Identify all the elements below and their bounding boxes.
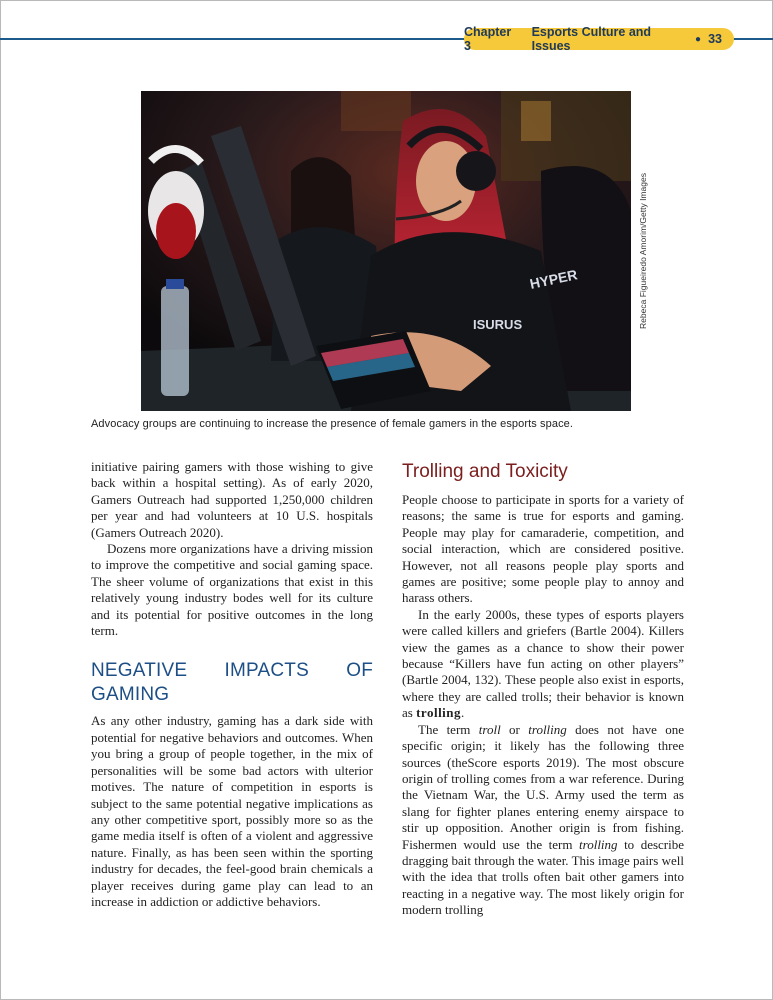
right-column <box>402 460 684 919</box>
italic-term: trolling <box>528 721 567 737</box>
stage-light-1 <box>521 101 551 141</box>
headset-earcup-red <box>156 203 196 259</box>
bottle-cap <box>166 279 184 289</box>
text-run: In the early 2000s, these types of esports players were called killers and griefers (Bartle 2004). Killers view the games as a chance to show their power because “Killers have fun acting on other players” (Bartle 2004, 132). These people also exist in esports, where they are called trolls; their behavior is known as <box>402 606 684 721</box>
running-header <box>464 25 734 53</box>
text-run: does not have one specific origin; it likely has the following three sources (theScore esports 2019). The most obscure origin of trolling comes from a war reference. During the Vietnam War, the U.S. Army used the term as slang for fighter planes entering enemy airspace to stir up opposition. Another origin is from fishing. Fishermen would use the term <box>402 721 684 852</box>
photo-credit <box>636 91 650 411</box>
jersey-logo-text: ISURUS <box>473 317 523 332</box>
photo-credit-text: Rebeca Figueiredo Amorim/Getty Images <box>638 173 648 329</box>
section-heading-negative-impacts: NEGATIVE IMPACTS OF GAMING <box>91 660 373 706</box>
text-run: to describe dragging bait through the water. This image pairs well with the idea that trolls often bait other gamers into reacting in a negative way. The most likely origin for modern trolling <box>402 836 685 918</box>
italic-term: trolling <box>579 836 618 852</box>
key-term: trolling <box>416 705 462 721</box>
figure-caption: Advocacy groups are continuing to increase the presence of female gamers in the esports space. <box>91 418 574 430</box>
page-number: 33 <box>708 32 722 46</box>
paragraph: initiative pairing gamers with those wishing to give back within a hospital setting). As of early 2020, Gamers Outreach had supported 1,250,000 children per year and had volunteers at 10 U.S. hospitals (Gamers Outreach 2020). <box>91 459 373 540</box>
water-bottle <box>161 286 189 396</box>
gamer-photo <box>141 91 631 411</box>
section-heading-trolling: Trolling and Toxicity <box>402 461 568 482</box>
bullet-dot: ● <box>695 33 702 45</box>
text-run: The term <box>418 721 479 737</box>
photo-illustration <box>141 91 631 411</box>
jersey-sponsor-text: HYPER <box>528 266 579 292</box>
text-run: . <box>461 705 465 721</box>
chapter-label: Chapter 3 <box>464 25 512 53</box>
italic-term: troll <box>478 721 501 737</box>
paragraph <box>402 722 684 919</box>
left-column <box>91 459 373 910</box>
chapter-title: Esports Culture and Issues <box>531 25 652 53</box>
text-run: or <box>500 721 529 737</box>
paragraph <box>402 607 684 722</box>
paragraph: As any other industry, gaming has a dark side with potential for negative behaviors and outcomes. When you bring a group of people together, in the mix of personalities will be some bad actors with ulterior motives. The nature of competition in esports is subject to the same potential negative implications as any other competitive sport, possibly more so as the game media itself is often of a violent and aggressive nature. Finally, as has been seen within the sporting industry for decades, the feel-good brain chemicals a player receives during game play can lead to an increase in addiction or addictive behaviors. <box>91 713 373 909</box>
paragraph: Dozens more organizations have a driving mission to improve the competitive and social gaming space. The sheer volume of organizations that exist in this relatively young industry bodes well for its culture and its potential for positive outcomes in the long term. <box>91 541 373 639</box>
headset-earcup <box>456 151 496 191</box>
stage-light-2 <box>341 91 411 131</box>
paragraph: People choose to participate in sports for a variety of reasons; the same is true for esports and gaming. People may play for camaraderie, competition, and social interaction, which are considered positive. However, not all reasons people play sports and games are positive; some people play to annoy and harass others. <box>402 492 684 606</box>
